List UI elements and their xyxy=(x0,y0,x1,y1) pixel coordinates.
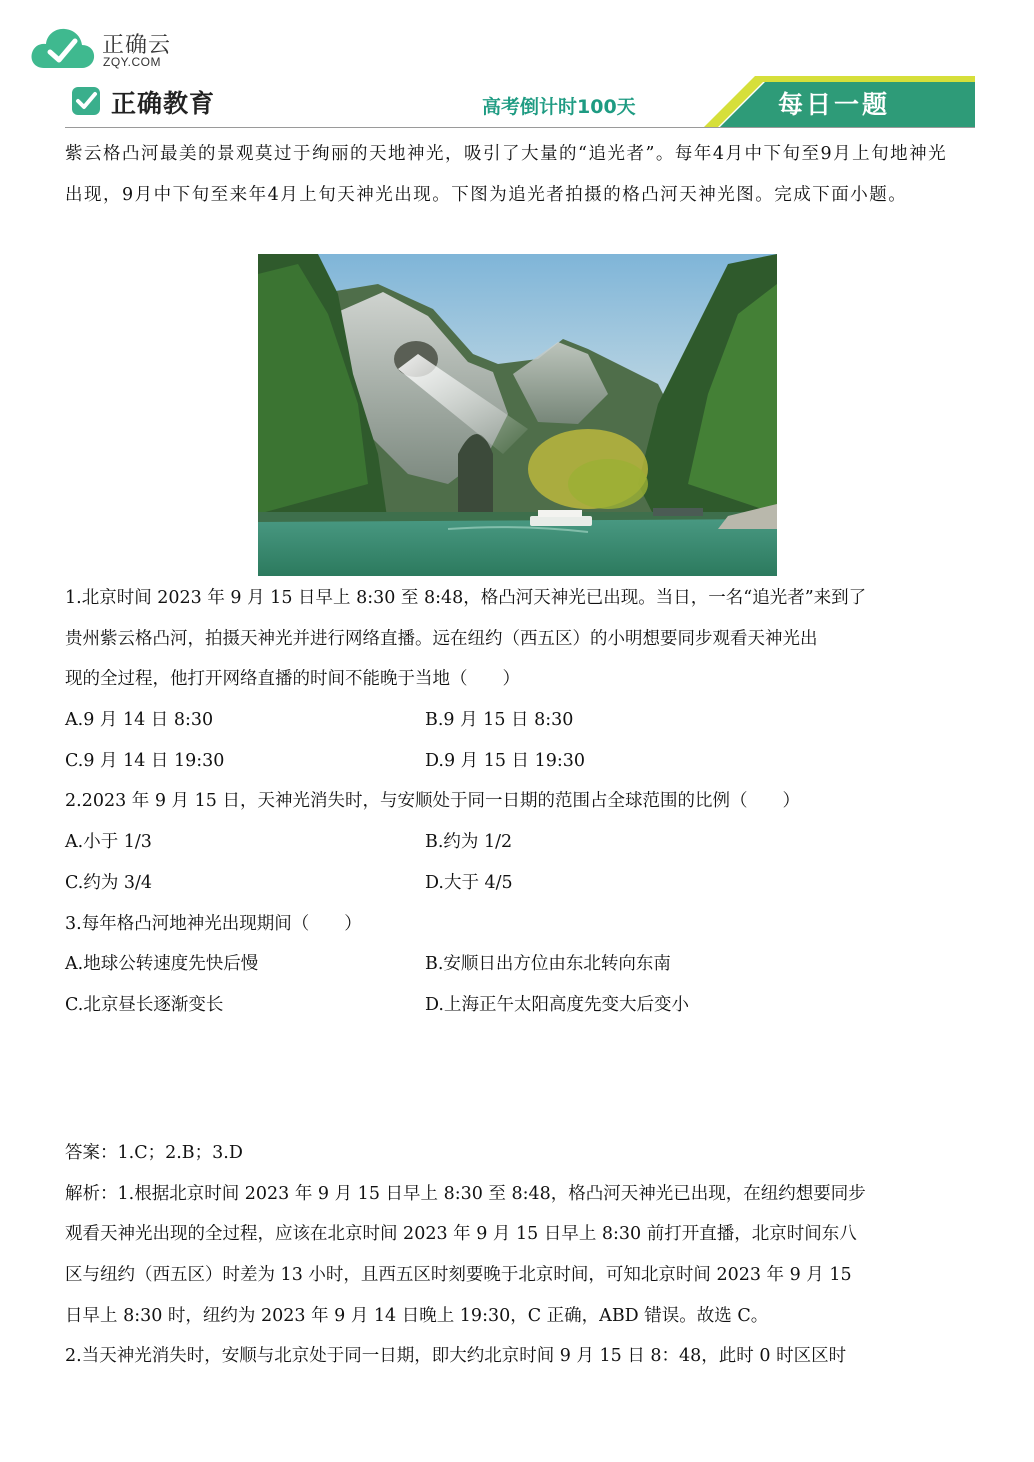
question-1-line-1: 1.北京时间 2023 年 9 月 15 日早上 8:30 至 8:48，格凸河天神光已出现。当日，一名“追光者”来到了 xyxy=(65,588,867,608)
option-b[interactable]: B.9 月 15 日 8:30 xyxy=(425,710,574,731)
question-1 xyxy=(65,578,975,781)
photo-illustration xyxy=(258,254,777,576)
option-row xyxy=(65,863,975,904)
intro-paragraph: 紫云格凸河最美的景观莫过于绚丽的天地神光，吸引了大量的“追光者”。每年4月中下旬至9月上旬地神光出现，9月中下旬至来年4月上旬天神光出现。下图为追光者拍摄的格凸河天神光图。完成下面小题。 xyxy=(65,144,948,205)
option-row xyxy=(65,944,975,985)
question-list xyxy=(65,578,975,1026)
zqy-logo xyxy=(30,24,210,74)
option-d[interactable]: D.9 月 15 日 19:30 xyxy=(425,750,586,771)
brand-title: 正确教育 xyxy=(111,89,216,118)
option-b[interactable]: B.安顺日出方位由东北转向东南 xyxy=(425,954,671,975)
analysis-line-1: 解析：1.根据北京时间 2023 年 9 月 15 日早上 8:30 至 8:48，格凸河天神光已出现，在纽约想要同步 xyxy=(65,1183,866,1204)
question-1-line-2: 贵州紫云格凸河，拍摄天神光并进行网络直播。远在纽约（西五区）的小明想要同步观看天神光出 xyxy=(65,628,818,649)
river-canyon-photo xyxy=(258,254,777,576)
daily-question-badge: 每日一题 xyxy=(778,90,891,119)
logo-name: 正确云 xyxy=(102,33,172,58)
logo-domain: ZQY.COM xyxy=(103,55,161,69)
option-c[interactable]: C.9 月 14 日 19:30 xyxy=(65,750,225,771)
option-row xyxy=(65,741,975,782)
analysis-line-2: 观看天神光出现的全过程，应该在北京时间 2023 年 9 月 15 日早上 8:30 前打开直播，北京时间东八 xyxy=(65,1224,857,1245)
option-row xyxy=(65,822,975,863)
option-c[interactable]: C.约为 3/4 xyxy=(65,872,153,893)
option-d[interactable]: D.上海正午太阳高度先变大后变小 xyxy=(425,994,689,1015)
option-row xyxy=(65,985,975,1026)
option-d[interactable]: D.大于 4/5 xyxy=(425,872,513,893)
answer-key: 答案：1.C；2.B；3.D xyxy=(65,1143,243,1163)
option-a[interactable]: A.地球公转速度先快后慢 xyxy=(65,954,259,975)
option-c[interactable]: C.北京昼长逐渐变长 xyxy=(65,994,224,1015)
cloud-check-icon xyxy=(30,26,96,70)
analysis-line-3: 区与纽约（西五区）时差为 13 小时，且西五区时刻要晚于北京时间，可知北京时间 2023 年 9 月 15 xyxy=(65,1265,852,1286)
question-2-line-1: 2.2023 年 9 月 15 日，天神光消失时，与安顺处于同一日期的范围占全球范围的比例（ ） xyxy=(65,791,800,812)
question-2 xyxy=(65,781,975,903)
option-b[interactable]: B.约为 1/2 xyxy=(425,832,513,853)
analysis-line-5: 2.当天神光消失时，安顺与北京处于同一日期，即大约北京时间 9 月 15 日 8：48，此时 0 时区区时 xyxy=(65,1346,847,1367)
option-row xyxy=(65,700,975,741)
checkbox-icon xyxy=(71,86,101,116)
countdown-text: 高考倒计时100天 xyxy=(482,96,636,118)
option-a[interactable]: A.9 月 14 日 8:30 xyxy=(65,710,214,731)
answer-section xyxy=(65,1133,975,1377)
header-divider xyxy=(65,127,975,128)
question-3 xyxy=(65,904,975,1026)
question-1-line-3: 现的全过程，他打开网络直播的时间不能晚于当地（ ） xyxy=(65,669,520,690)
question-3-line-1: 3.每年格凸河地神光出现期间（ ） xyxy=(65,913,362,934)
analysis-line-4: 日早上 8:30 时，纽约为 2023 年 9 月 14 日晚上 19:30，C 正确，ABD 错误。故选 C。 xyxy=(65,1305,769,1326)
option-a[interactable]: A.小于 1/3 xyxy=(65,832,152,853)
page-header xyxy=(65,74,975,130)
